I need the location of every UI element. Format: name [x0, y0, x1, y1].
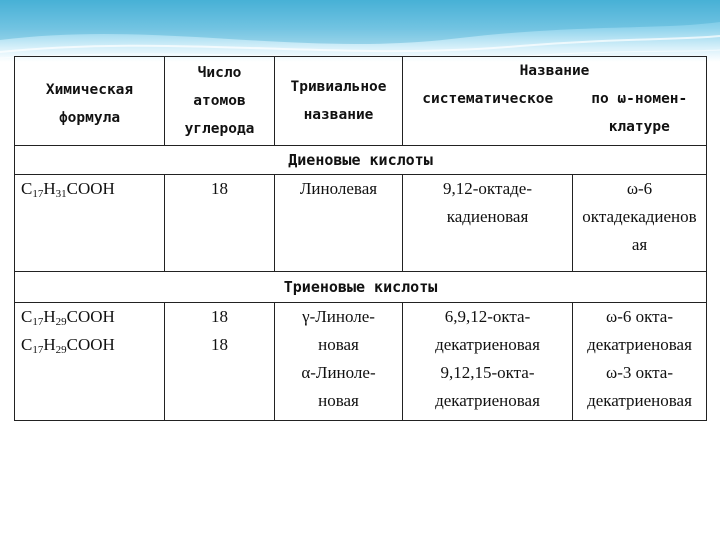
table-row — [15, 303, 707, 421]
section-title: Диеновые кислоты — [15, 146, 707, 175]
formula-cell: $C_{17}H_{31}COOH$ — [15, 175, 165, 272]
header-systematic: систематическое — [403, 85, 573, 146]
systematic-name-cell: 9,12-октаде- кадиеновая — [403, 175, 573, 272]
trivial-name-cell: Линолевая — [275, 175, 403, 272]
trivial-name-cell: γ-Линоле- новая α-Линоле- новая — [275, 303, 403, 421]
header-banner — [0, 0, 720, 62]
section-row-dienes — [15, 146, 707, 175]
omega-name-cell: ω-6 октадекадиенов ая — [573, 175, 707, 272]
header-omega: по ω-номен- клатуре — [573, 85, 707, 146]
systematic-name-cell: 6,9,12-окта- декатриеновая 9,12,15-окта- декатриеновая — [403, 303, 573, 421]
header-carbon-count: Число атомов углерода — [165, 57, 275, 146]
header-trivial-name: Тривиальное название — [275, 57, 403, 146]
fatty-acids-table — [14, 56, 707, 421]
table-row — [15, 175, 707, 272]
section-row-trienes — [15, 272, 707, 303]
wave-decoration — [0, 0, 720, 62]
carbon-count-cell: 18 — [165, 175, 275, 272]
formula-cell: $C_{17}H_{29}COOH$ $C_{17}H_{29}COOH$ — [15, 303, 165, 421]
carbon-count-cell: 18 18 — [165, 303, 275, 421]
section-title: Триеновые кислоты — [15, 272, 707, 303]
omega-name-cell: ω-6 окта- декатриеновая ω-3 окта- декатриеновая — [573, 303, 707, 421]
header-name-group: Название — [403, 57, 707, 86]
table-header-row — [15, 57, 707, 86]
header-formula: Химическая формула — [15, 57, 165, 146]
